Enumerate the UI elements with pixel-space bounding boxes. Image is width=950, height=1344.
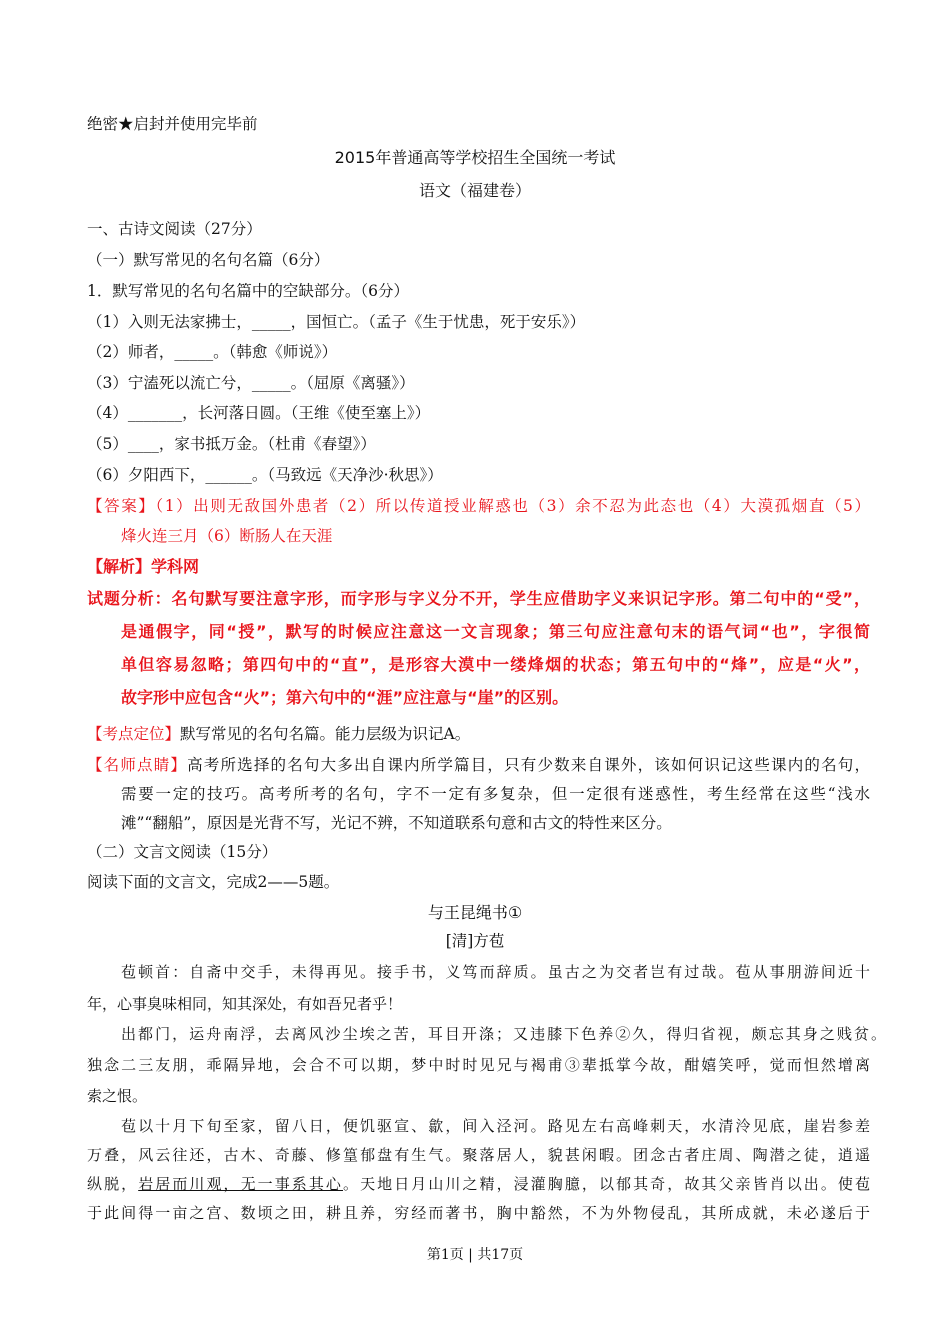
exam-title: 2015年普通高等学校招生全国统一考试: [334, 148, 616, 167]
kaodian: [87, 724, 470, 744]
subsection-heading: （一）默写常见的名句名篇（6分）: [87, 251, 330, 269]
passage-line: 苞以十月下旬至家，留八日，便饥驱宣、歙，间入泾河。路见左右高峰刺天，水清泠见底，崖岩参差: [121, 1117, 870, 1135]
passage-text: 纵脱，: [87, 1175, 139, 1193]
dianjing-label: 【名师点睛】: [87, 756, 188, 774]
instruction: 阅读下面的文言文，完成2——5题。: [87, 873, 340, 891]
kaodian-label: 【考点定位】: [87, 725, 181, 743]
dianjing-text: 滩”“翻船”，原因是光背不写，光记不辨，不知道联系句意和古文的特性来区分。: [121, 814, 672, 832]
passage-line: 苞顿首：自斋中交手，未得再见。接手书，义笃而辞质。虽古之为交者岂有过哉。苞从事朋游间近十: [121, 963, 870, 981]
passage-line: 万叠，风云往还，古木、奇藤、修篁郁盘有生气。聚落居人，貌甚闲暇。团念古者庄周、陶潜之徒，逍遥: [87, 1146, 870, 1164]
blank-item: （4）_______，长河落日圆。（王维《使至塞上》）: [87, 404, 431, 422]
answer-cont: 烽火连三月（6）断肠人在天涯: [121, 527, 333, 545]
blank-item: （6）夕阳西下，______。（马致远《天净沙·秋思》）: [87, 466, 443, 484]
passage-line: 于此间得一亩之宫、数顷之田，耕且养，穷经而著书，胸中豁然，不为外物侵乱，其所成就，未必遂后于: [87, 1204, 870, 1222]
analysis-label: 【解析】学科网: [87, 557, 200, 576]
section-heading: 一、古诗文阅读（27分）: [87, 220, 262, 238]
underlined-phrase: 岩居而川观，无一事系其心: [138, 1175, 343, 1193]
blank-item: （5）____，家书抵万金。（杜甫《春望》）: [87, 435, 376, 453]
blank-item: （1）入则无法家拂士，_____，国恒亡。（孟子《生于忧患，死于安乐》）: [87, 313, 586, 331]
question-1: 1．默写常见的名句名篇中的空缺部分。（6分）: [87, 282, 409, 300]
analysis-text: 是通假字，同“授”，默写的时候应注意这一文言现象；第三句应注意句末的语气词“也”，字很简: [121, 622, 870, 641]
passage-line: 出都门，运舟南浮，去离风沙尘埃之苦，耳目开涤；又违膝下色养②久，得归省视，颇忘其身之贱贫。: [121, 1025, 886, 1043]
blank-item: （2）师者，_____。（韩愈《师说》）: [87, 343, 338, 361]
passage-title: 与王昆绳书①: [427, 903, 523, 922]
dianjing-text: 高考所选择的名句大多出自课内所学篇目，只有少数来自课外，该如何识记这些课内的名句，: [187, 756, 870, 774]
passage-author: [清]方苞: [445, 932, 505, 950]
secret-label: 绝密★启封并使用完毕前: [87, 115, 258, 133]
blank-item: （3）宁溘死以流亡兮，_____。（屈原《离骚》）: [87, 374, 415, 392]
passage-line: [87, 1174, 870, 1194]
dianjing-text: 需要一定的技巧。高考所考的名句，字不一定有多复杂，但一定很有迷惑性，考生经常在这些“浅水: [121, 785, 870, 803]
analysis-text: 单但容易忽略；第四句中的“直”，是形容大漠中一缕烽烟的状态；第五句中的“烽”，应是“火”，: [121, 655, 870, 674]
passage-line: 索之恨。: [87, 1087, 148, 1105]
dianjing: [87, 755, 870, 775]
passage-line: 独念二三友朋，乖隔异地，会合不可以期，梦中时时见兄与褐甫③辈抵掌今故，酣嬉笑呼，觉而怛然增离: [87, 1056, 870, 1074]
kaodian-text: 默写常见的名句名篇。能力层级为识记A。: [180, 725, 471, 743]
passage-text: 。天地日月山川之精，浸灌胸臆，以郁其奇，故其父亲皆肖以出。使苞: [343, 1175, 870, 1193]
section2-heading: （二）文言文阅读（15分）: [87, 843, 278, 861]
analysis-text: 故字形中应包含“火”；第六句中的“涯”应注意与“崖”的区别。: [121, 688, 569, 707]
passage-line: 年，心事臭味相同，知其深处，有如吾兄者乎！: [87, 995, 403, 1013]
page-footer: 第1页 | 共17页: [426, 1247, 524, 1263]
analysis-text: 试题分析：名句默写要注意字形，而字形与字义分不开，学生应借助字义来识记字形。第二句中的“受”，: [87, 589, 870, 608]
exam-subtitle: 语文（福建卷）: [418, 181, 531, 200]
answer: 【答案】（1）出则无敌国外患者（2）所以传道授业解惑也（3）余不忍为此态也（4）大漠孤烟直（5）: [87, 497, 870, 515]
